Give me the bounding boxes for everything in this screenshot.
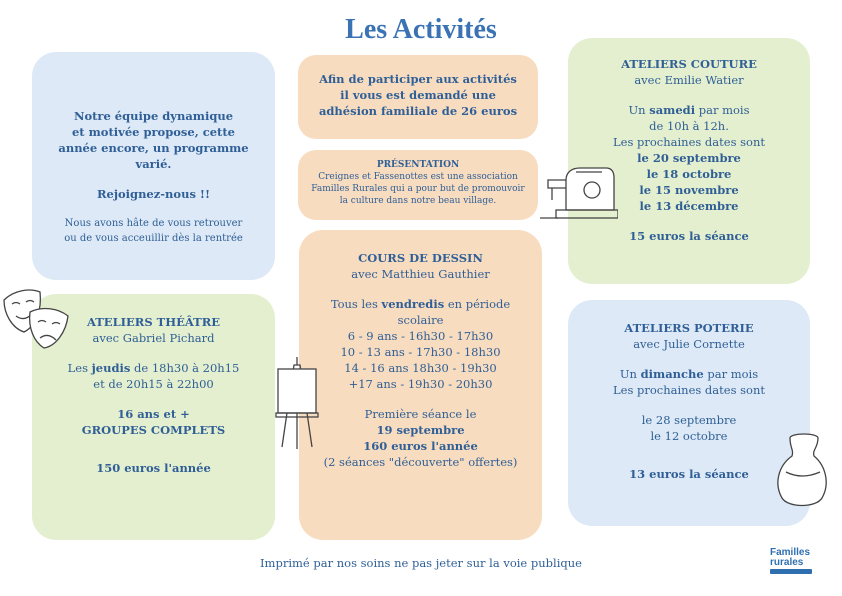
familles-rurales-logo <box>770 548 812 574</box>
theatre-schedule-line2: et de 20h15 à 22h00 <box>93 377 214 391</box>
poterie-price: 13 euros la séance <box>629 467 749 481</box>
intro-line: Notre équipe dynamique <box>73 109 234 123</box>
footer-note: Imprimé par nos soins ne pas jeter sur la voie publique <box>260 556 582 570</box>
dessin-price: 160 euros l'année <box>363 439 478 453</box>
dessin-first-date: 19 septembre <box>376 423 465 437</box>
poterie-date: le 12 octobre <box>650 429 728 443</box>
dessin-slot: +17 ans - 19h30 - 20h30 <box>348 377 493 391</box>
dessin-first-label: Première séance le <box>364 407 477 421</box>
intro-card <box>32 52 275 280</box>
couture-price: 15 euros la séance <box>629 229 749 243</box>
theatre-groups: GROUPES COMPLETS <box>81 423 226 437</box>
theatre-teacher: avec Gabriel Pichard <box>92 331 215 345</box>
couture-date: le 15 novembre <box>639 183 739 197</box>
couture-date: le 18 octobre <box>646 167 732 181</box>
membership-line: il vous est demandé une <box>340 88 496 102</box>
couture-schedule: Un samedi par mois <box>628 103 750 117</box>
couture-date: le 20 septembre <box>637 151 741 165</box>
intro-line: et motivée propose, cette <box>71 125 235 139</box>
presentation-line: Creignes et Fassenottes est une association <box>318 172 518 182</box>
membership-line: adhésion familiale de 26 euros <box>318 104 518 118</box>
intro-note: ou de vous acceuillir dès la rentrée <box>64 233 243 244</box>
dessin-slot: 10 - 13 ans - 17h30 - 18h30 <box>340 345 501 359</box>
poterie-schedule: Un dimanche par mois <box>619 367 759 381</box>
dessin-schedule-line2: scolaire <box>397 313 444 327</box>
intro-note: Nous avons hâte de vous retrouver <box>64 218 243 229</box>
sewing-machine-icon <box>536 150 618 230</box>
couture-hours: de 10h à 12h. <box>649 119 729 133</box>
poterie-dates-label: Les prochaines dates sont <box>613 383 765 397</box>
presentation-line: la culture dans notre beau village. <box>339 196 497 206</box>
theatre-schedule: Les jeudis de 18h30 à 20h15 <box>67 361 240 375</box>
page-title: Les Activités <box>345 14 497 45</box>
dessin-teacher: avec Matthieu Gauthier <box>351 267 490 281</box>
logo-line1: Familles <box>770 547 811 558</box>
couture-dates-label: Les prochaines dates sont <box>613 135 765 149</box>
membership-card <box>298 55 538 139</box>
couture-date: le 13 décembre <box>639 199 739 213</box>
couture-teacher: avec Emilie Watier <box>634 73 744 87</box>
presentation-line: Familles Rurales qui a pour but de promouvoir <box>311 184 525 194</box>
theatre-title: ATELIERS THÉÂTRE <box>86 315 221 329</box>
dessin-schedule: Tous les vendredis en période <box>330 297 511 311</box>
intro-line: année encore, un programme <box>58 141 249 155</box>
couture-title: ATELIERS COUTURE <box>621 57 757 71</box>
theatre-price: 150 euros l'année <box>96 461 211 475</box>
theatre-masks-icon <box>0 282 78 362</box>
intro-line: varié. <box>135 157 172 171</box>
poterie-title: ATELIERS POTERIE <box>624 321 754 335</box>
theatre-age: 16 ans et + <box>117 407 190 421</box>
logo-bar <box>770 569 812 574</box>
join-text: Rejoignez-nous !! <box>96 187 211 201</box>
presentation-heading: PRÉSENTATION <box>376 160 460 170</box>
dessin-title: COURS DE DESSIN <box>358 251 483 265</box>
logo-line2: rurales <box>770 557 804 568</box>
vase-icon <box>770 432 830 512</box>
dessin-card <box>299 230 542 540</box>
membership-line: Afin de participer aux activités <box>319 72 517 86</box>
poterie-teacher: avec Julie Cornette <box>633 337 745 351</box>
dessin-offer: (2 séances "découverte" offertes) <box>323 455 518 469</box>
dessin-slot: 14 - 16 ans 18h30 - 19h30 <box>344 361 497 375</box>
poterie-date: le 28 septembre <box>641 413 737 427</box>
easel-icon <box>272 355 322 450</box>
dessin-slot: 6 - 9 ans - 16h30 - 17h30 <box>347 329 494 343</box>
presentation-card <box>298 150 538 220</box>
